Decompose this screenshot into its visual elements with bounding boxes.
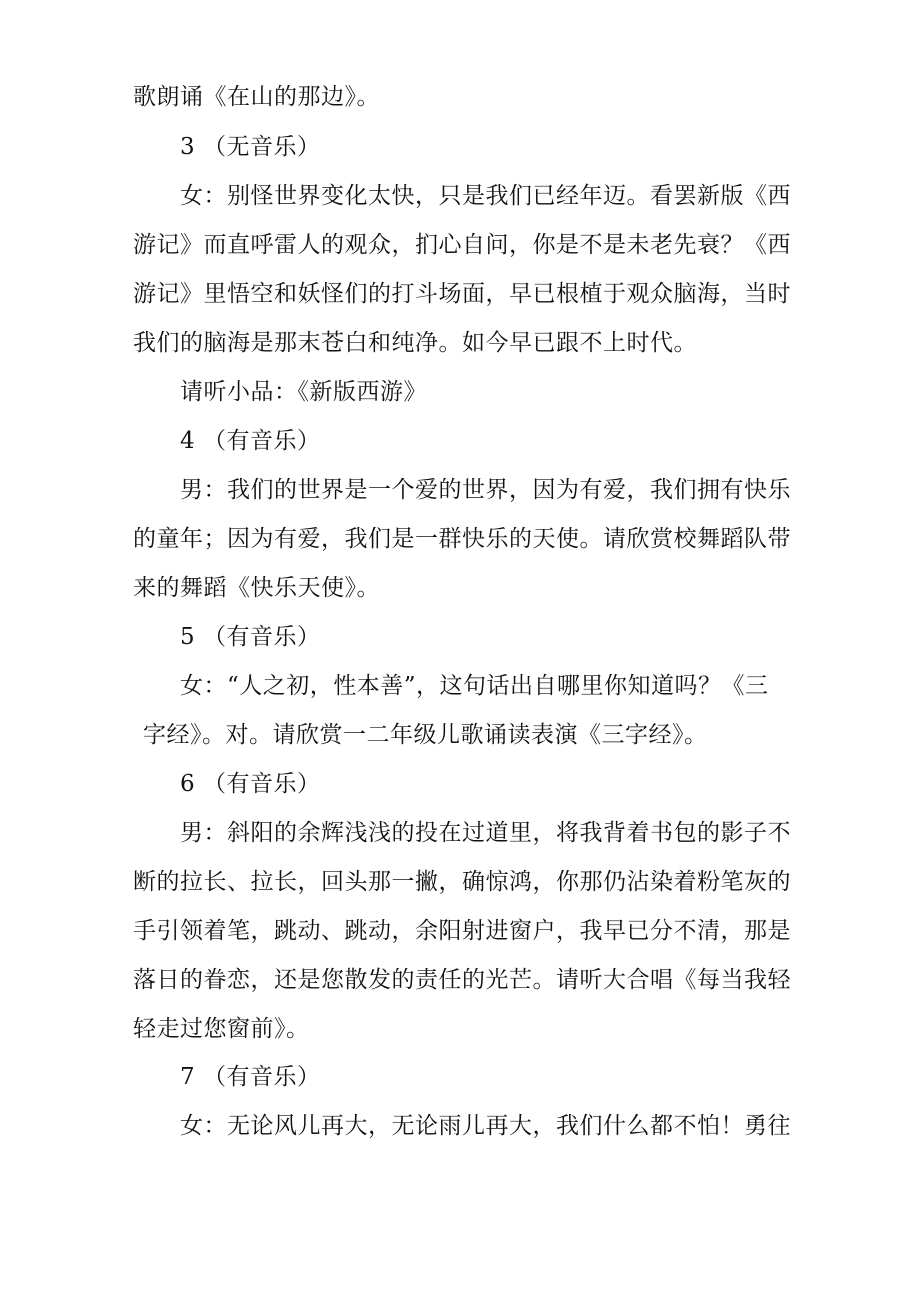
text-line: 我们的脑海是那末苍白和纯净。如今早已跟不上时代。: [133, 330, 697, 356]
text-line: 落日的眷恋，还是您散发的责任的光芒。请听大合唱《每当我轻: [133, 967, 791, 993]
text-line: 字经》。对。请欣赏一二年级儿歌诵读表演《三字经》。: [143, 722, 708, 748]
text-line: 男：斜阳的余辉浅浅的投在过道里，将我背着书包的影子不: [180, 820, 791, 846]
section-heading: 7 （有音乐）: [180, 1064, 321, 1090]
text-line: 女：别怪世界变化太快，只是我们已经年迈。看罢新版《西: [180, 183, 791, 209]
text-line: 请听小品：《新版西游》: [180, 379, 427, 405]
section-heading: 5 （有音乐）: [180, 624, 321, 650]
text-line: 歌朗诵《在山的那边》。: [133, 84, 380, 110]
section-heading: 4 （有音乐）: [180, 428, 321, 454]
text-line: 男：我们的世界是一个爱的世界，因为有爱，我们拥有快乐: [180, 477, 791, 503]
section-heading: 3 （无音乐）: [180, 134, 321, 160]
text-line: 游记》里悟空和妖怪们的打斗场面，早已根植于观众脑海，当时: [133, 281, 791, 307]
text-line: 断的拉长、拉长，回头那一撇，确惊鸿，你那仍沾染着粉笔灰的: [133, 869, 791, 895]
text-line: 轻走过您窗前》。: [133, 1016, 310, 1042]
text-line: 来的舞蹈《快乐天使》。: [133, 575, 380, 601]
section-heading: 6 （有音乐）: [180, 771, 321, 797]
text-line: 手引领着笔，跳动、跳动，余阳射进窗户，我早已分不清，那是: [133, 918, 791, 944]
text-line: 女：“人之初，性本善”，这句话出自哪里你知道吗？《三: [180, 673, 769, 699]
text-line: 的童年；因为有爱，我们是一群快乐的天使。请欣赏校舞蹈队带: [133, 526, 791, 552]
text-line: 女：无论风儿再大，无论雨儿再大，我们什么都不怕！勇往: [180, 1113, 791, 1139]
text-line: 游记》而直呼雷人的观众，扪心自问，你是不是未老先衰？《西: [133, 232, 791, 258]
